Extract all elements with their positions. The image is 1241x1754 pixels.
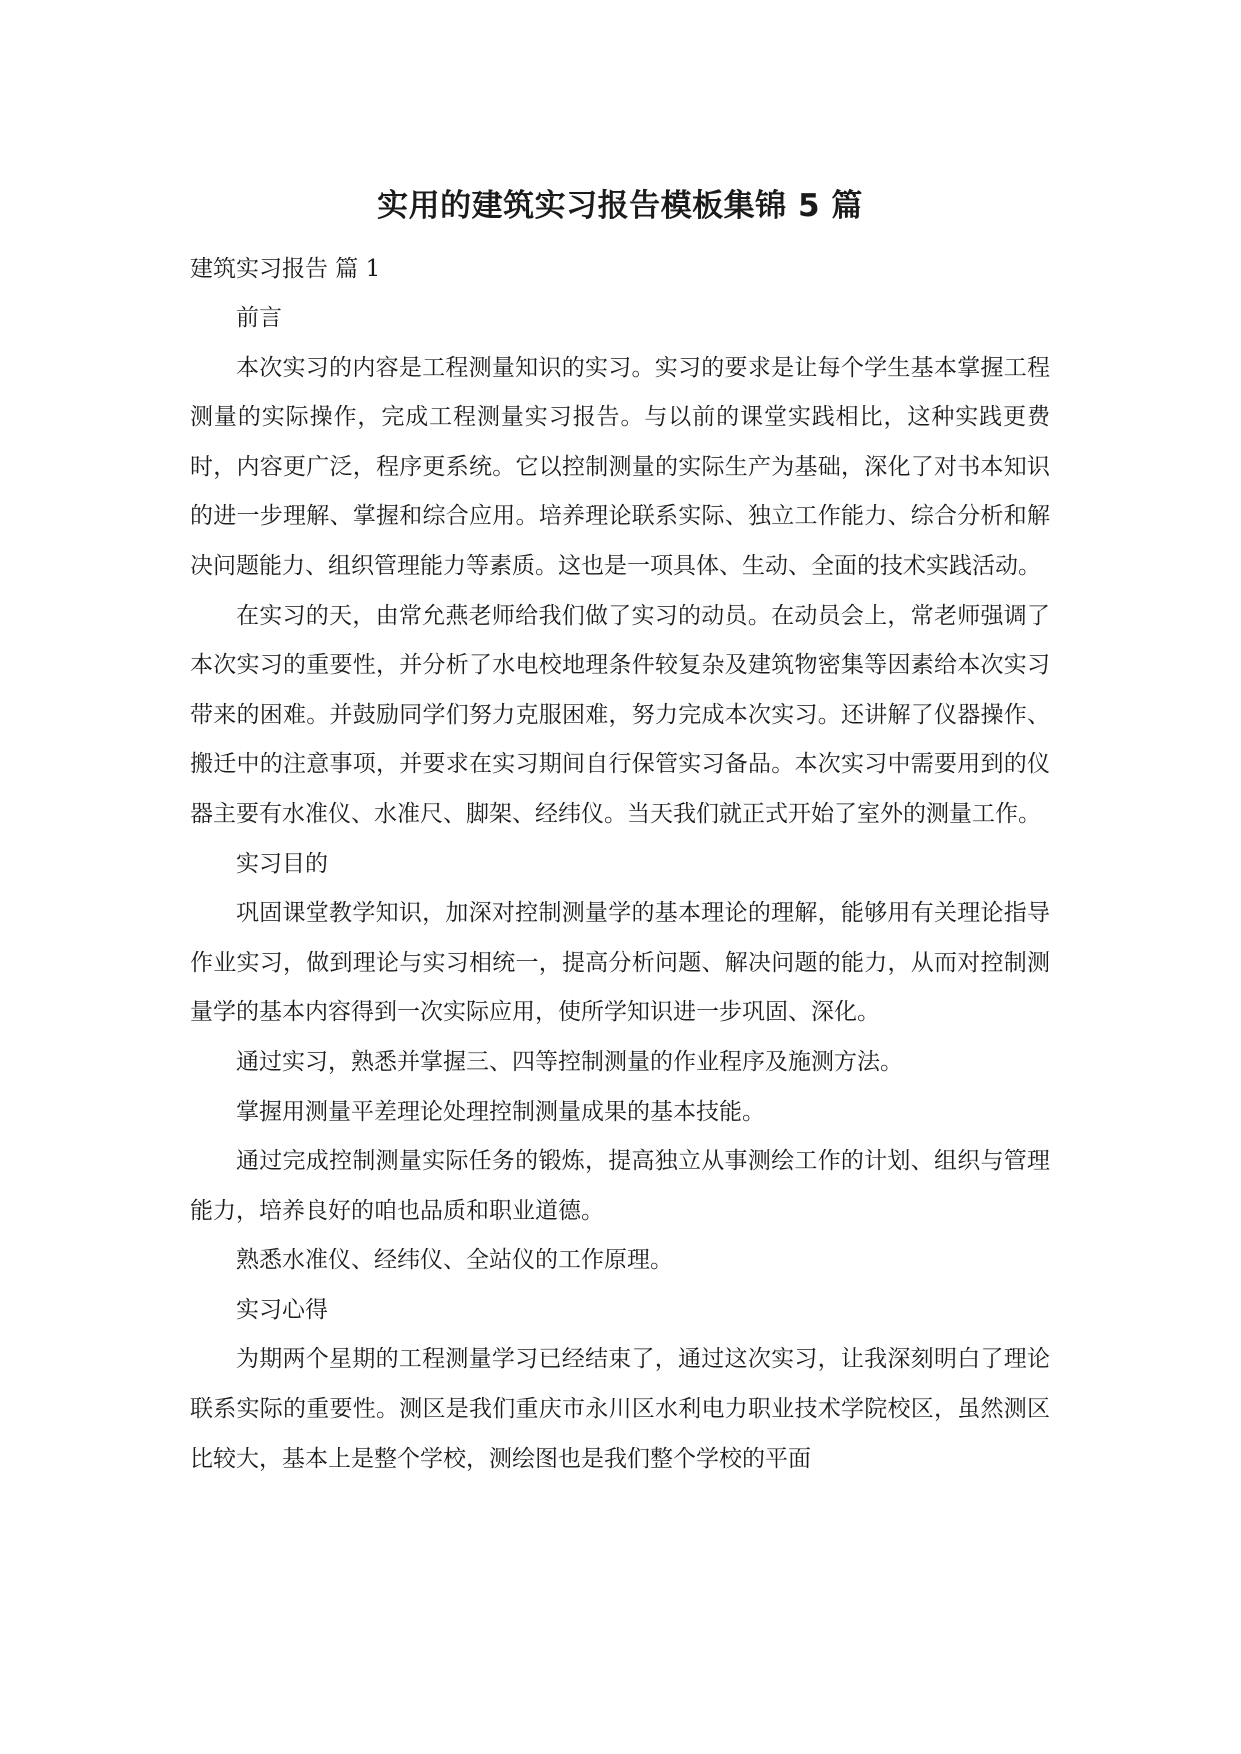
paragraph-objective-4: 通过完成控制测量实际任务的锻炼，提高独立从事测绘工作的计划、组织与管理能力，培养良好的咱也品质和职业道德。 (190, 1148, 1050, 1224)
paragraph-objective-5: 熟悉水准仪、经纬仪、全站仪的工作原理。 (236, 1247, 673, 1274)
paragraph-objective-3: 掌握用测量平差理论处理控制测量成果的基本技能。 (236, 1098, 765, 1125)
heading-reflections: 实习心得 (236, 1296, 328, 1323)
paragraph-mobilization: 在实习的天，由常允燕老师给我们做了实习的动员。在动员会上，常老师强调了本次实习的重要性，并分析了水电校地理条件较复杂及建筑物密集等因素给本次实习带来的困难。并鼓励同学们努力克服困难，努力完成本次实习。还讲解了仪器操作、搬迁中的注意事项，并要求在实习期间自行保管实习备品。本次实习中需要用到的仪器主要有水准仪、水准尺、脚架、经纬仪。当天我们就正式开始了室外的测量工作。 (190, 602, 1050, 827)
paragraph-intro: 本次实习的内容是工程测量知识的实习。实习的要求是让每个学生基本掌握工程测量的实际操作，完成工程测量实习报告。与以前的课堂实践相比，这种实践更费时，内容更广泛，程序更系统。它以控制测量的实际生产为基础，深化了对书本知识的进一步理解、掌握和综合应用。培养理论联系实际、独立工作能力、综合分析和解决问题能力、组织管理能力等素质。这也是一项具体、生动、全面的技术实践活动。 (190, 354, 1050, 579)
heading-objectives: 实习目的 (236, 850, 328, 877)
section-heading: 建筑实习报告 篇 1 (190, 256, 381, 282)
heading-preface: 前言 (236, 305, 282, 331)
document-title: 实用的建筑实习报告模板集锦 5 篇 (377, 188, 863, 224)
paragraph-objective-2: 通过实习，熟悉并掌握三、四等控制测量的作业程序及施测方法。 (236, 1048, 903, 1075)
paragraph-objective-1: 巩固课堂教学知识，加深对控制测量学的基本理论的理解，能够用有关理论指导作业实习，做到理论与实习相统一，提高分析问题、解决问题的能力，从而对控制测量学的基本内容得到一次实际应用，使所学知识进一步巩固、深化。 (190, 900, 1050, 1026)
document-page (190, 186, 1050, 1484)
paragraph-reflections: 为期两个星期的工程测量学习已经结束了，通过这次实习，让我深刻明白了理论联系实际的重要性。测区是我们重庆市永川区水利电力职业技术学院校区，虽然测区比较大，基本上是整个学校，测绘图也是我们整个学校的平面 (190, 1346, 1050, 1472)
